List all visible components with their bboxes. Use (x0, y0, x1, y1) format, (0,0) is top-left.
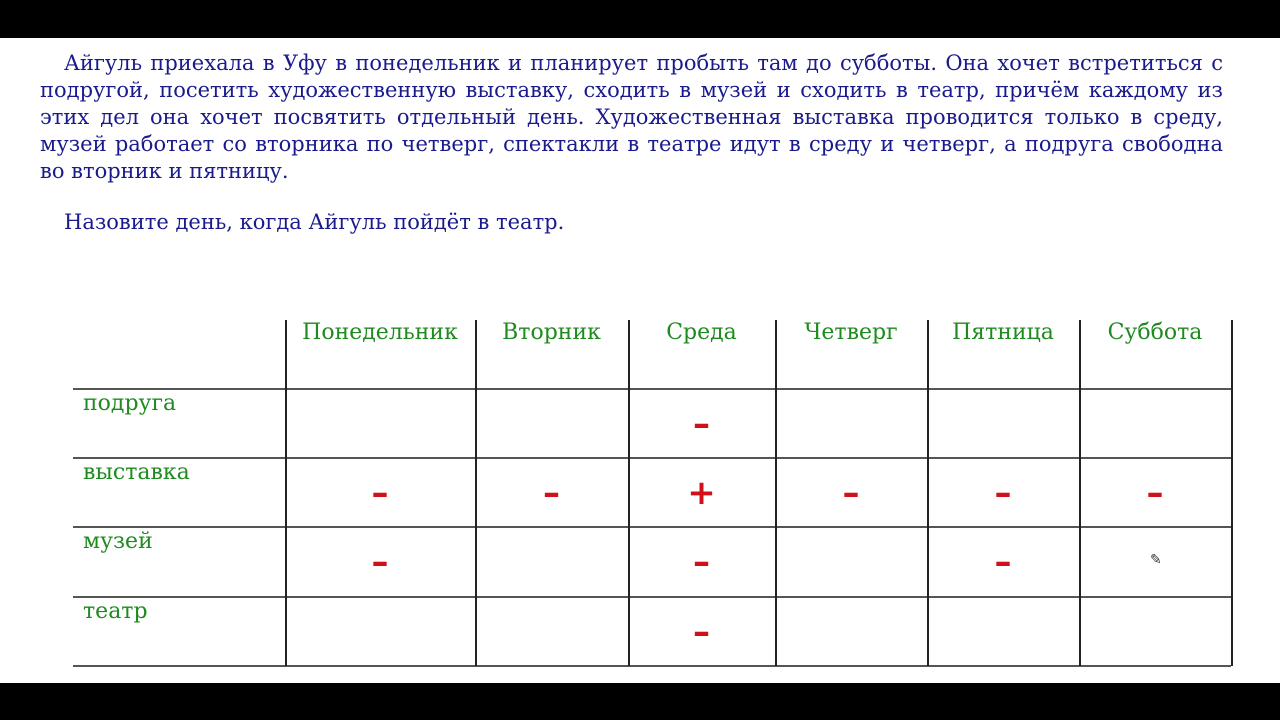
pencil-cursor-icon: ✎ (1150, 552, 1162, 568)
plus-mark: + (687, 473, 716, 513)
problem-text: Айгуль приехала в Уфу в понедельник и планирует пробыть там до субботы. Она хочет встретиться с подругой, посетить художественную выставку, сходить в музей и сходить в театр, причём каждому из этих дел она хочет посвятить отдельный день. Художественная выставка проводится только в среду, музей работает со вторника по четверг, спектакли в театре идут в среду и четверг, а подруга свободна во вторник и пятницу. (40, 51, 1223, 183)
minus-mark: – (842, 473, 860, 513)
minus-mark: – (693, 612, 710, 652)
question-text: Назовите день, когда Айгуль пойдёт в театр. (64, 210, 565, 234)
row-label: подруга (83, 391, 177, 416)
table-row-line (73, 388, 1231, 390)
column-header: Вторник (502, 320, 601, 345)
column-header: Четверг (804, 320, 898, 345)
table-column-line (628, 320, 630, 666)
minus-mark: – (994, 542, 1012, 582)
table-column-line (1231, 320, 1233, 666)
table-row-line (73, 526, 1231, 528)
table-row-line (73, 596, 1231, 598)
minus-mark: – (371, 542, 389, 582)
minus-mark: – (693, 542, 710, 582)
row-label: выставка (83, 460, 190, 485)
column-header: Пятница (952, 320, 1054, 345)
table-column-line (1079, 320, 1081, 666)
minus-mark: – (994, 473, 1012, 513)
column-header: Понедельник (302, 320, 458, 345)
minus-mark: – (1146, 473, 1164, 513)
minus-mark: – (371, 473, 389, 513)
table-column-line (285, 320, 287, 666)
table-row-line (73, 665, 1231, 667)
minus-mark: – (543, 473, 560, 513)
minus-mark: – (693, 404, 710, 444)
column-header: Среда (666, 320, 737, 345)
column-header: Суббота (1107, 320, 1203, 345)
table-row-line (73, 457, 1231, 459)
table-column-line (927, 320, 929, 666)
row-label: музей (83, 529, 153, 554)
row-label: театр (83, 599, 148, 624)
document-page (0, 38, 1280, 683)
table-column-line (775, 320, 777, 666)
table-column-line (475, 320, 477, 666)
